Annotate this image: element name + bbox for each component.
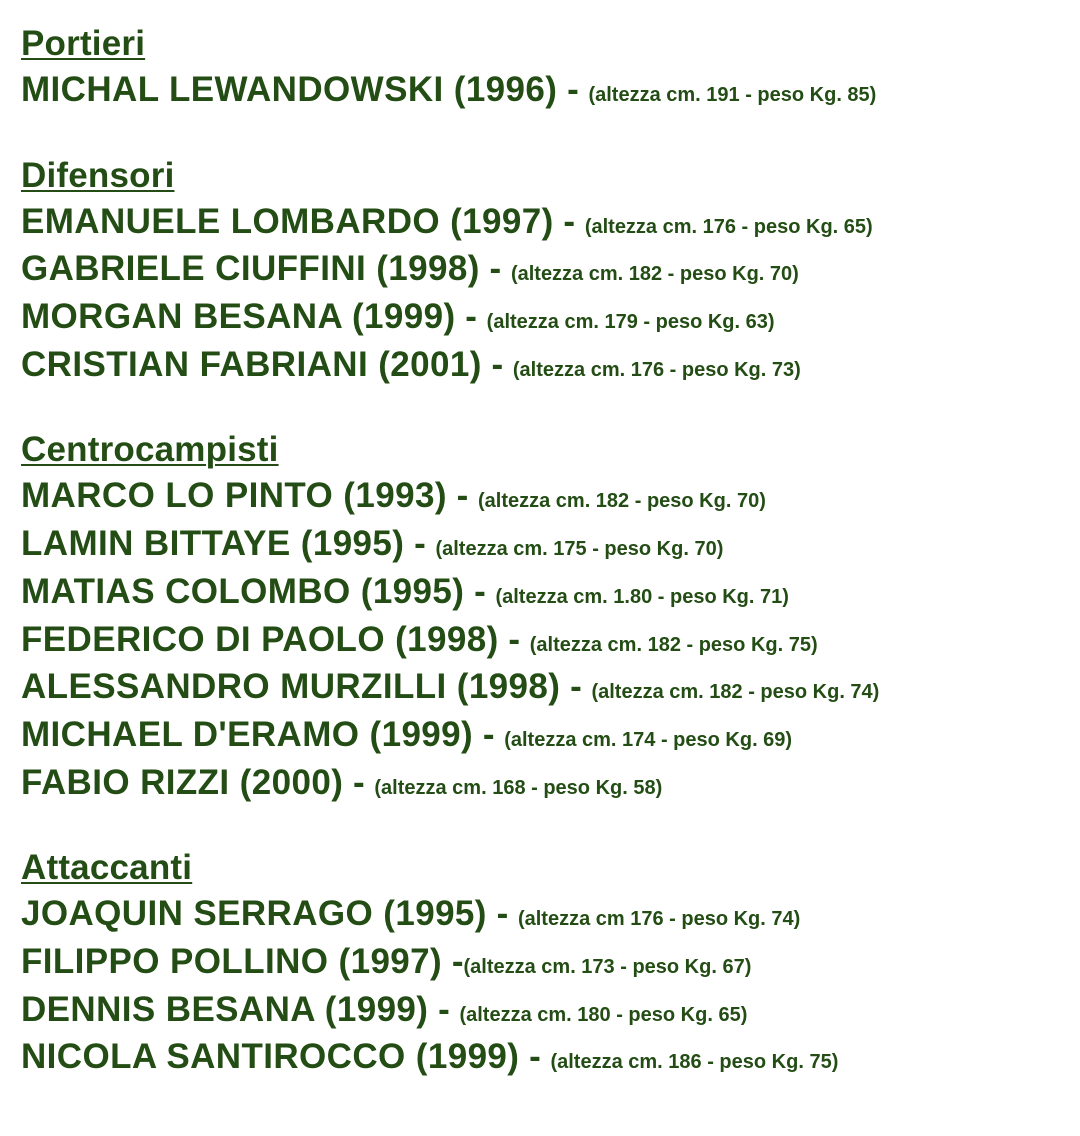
player-separator: - xyxy=(519,1037,551,1077)
player-name: ALESSANDRO MURZILLI (1998) xyxy=(21,667,561,707)
player-separator: - xyxy=(553,201,585,241)
player-name: MICHAEL D'ERAMO (1999) xyxy=(21,714,474,754)
player-row xyxy=(21,616,1080,664)
roster-section xyxy=(21,154,1080,389)
player-row xyxy=(21,520,1080,568)
roster-section xyxy=(21,428,1080,806)
player-separator: - xyxy=(442,941,464,981)
player-row xyxy=(21,711,1080,759)
player-name: MARCO LO PINTO (1993) xyxy=(21,476,447,516)
player-row xyxy=(21,341,1080,389)
roster-sections xyxy=(21,22,1080,1081)
player-physical-info: (altezza cm. 176 - peso Kg. 65) xyxy=(584,215,873,238)
player-row xyxy=(21,245,1080,293)
player-physical-info: (altezza cm. 182 - peso Kg. 70) xyxy=(510,263,799,286)
section-title: Centrocampisti xyxy=(21,430,279,470)
player-physical-info: (altezza cm. 182 - peso Kg. 75) xyxy=(529,633,818,656)
player-physical-info: (altezza cm. 182 - peso Kg. 74) xyxy=(591,681,880,704)
player-separator: - xyxy=(404,524,436,564)
player-name: JOAQUIN SERRAGO (1995) xyxy=(21,894,487,934)
section-title: Portieri xyxy=(21,24,146,63)
player-name: LAMIN BITTAYE (1995) xyxy=(21,524,405,564)
player-physical-info: (altezza cm. 168 - peso Kg. 58) xyxy=(374,776,663,799)
player-name: FILIPPO POLLINO (1997) xyxy=(21,941,443,981)
player-row xyxy=(21,568,1080,616)
player-name: EMANUELE LOMBARDO (1997) xyxy=(21,201,554,241)
player-separator: - xyxy=(560,667,592,707)
player-separator: - xyxy=(343,762,375,802)
player-physical-info: (altezza cm. 173 - peso Kg. 67) xyxy=(463,955,752,978)
player-separator: - xyxy=(446,476,478,516)
player-physical-info: (altezza cm. 175 - peso Kg. 70) xyxy=(435,538,724,561)
player-row xyxy=(21,986,1080,1034)
player-row xyxy=(21,759,1080,807)
player-physical-info: (altezza cm. 180 - peso Kg. 65) xyxy=(459,1003,748,1026)
player-name: FABIO RIZZI (2000) xyxy=(21,762,344,802)
player-row xyxy=(21,1033,1080,1081)
player-physical-info: (altezza cm. 182 - peso Kg. 70) xyxy=(477,490,766,513)
player-name: FEDERICO DI PAOLO (1998) xyxy=(21,619,499,659)
player-name: MATIAS COLOMBO (1995) xyxy=(21,571,465,611)
player-separator: - xyxy=(473,714,505,754)
player-separator: - xyxy=(428,989,460,1029)
player-row xyxy=(21,198,1080,246)
player-separator: - xyxy=(464,571,496,611)
player-physical-info: (altezza cm. 1.80 - peso Kg. 71) xyxy=(495,585,789,608)
player-name: MICHAL LEWANDOWSKI (1996) xyxy=(21,70,558,109)
roster-section xyxy=(21,22,1080,114)
player-physical-info: (altezza cm. 191 - peso Kg. 85) xyxy=(588,84,877,106)
player-name: CRISTIAN FABRIANI (2001) xyxy=(21,344,482,384)
player-separator: - xyxy=(557,70,589,109)
player-name: NICOLA SANTIROCCO (1999) xyxy=(21,1037,520,1077)
player-physical-info: (altezza cm 176 - peso Kg. 74) xyxy=(517,908,801,931)
player-physical-info: (altezza cm. 186 - peso Kg. 75) xyxy=(550,1051,839,1074)
player-row xyxy=(21,890,1080,938)
player-separator: - xyxy=(479,249,511,289)
player-row xyxy=(21,66,1080,114)
roster-section xyxy=(21,846,1080,1081)
player-row xyxy=(21,663,1080,711)
section-title: Attaccanti xyxy=(21,848,193,888)
player-physical-info: (altezza cm. 176 - peso Kg. 73) xyxy=(512,358,801,381)
player-name: GABRIELE CIUFFINI (1998) xyxy=(21,249,480,289)
player-name: DENNIS BESANA (1999) xyxy=(21,989,429,1029)
player-separator: - xyxy=(455,297,487,337)
player-row xyxy=(21,472,1080,520)
player-separator: - xyxy=(486,894,518,934)
player-row xyxy=(21,293,1080,341)
section-title: Difensori xyxy=(21,155,175,195)
player-physical-info: (altezza cm. 179 - peso Kg. 63) xyxy=(486,311,775,334)
player-physical-info: (altezza cm. 174 - peso Kg. 69) xyxy=(504,728,793,751)
player-row xyxy=(21,938,1080,986)
player-name: MORGAN BESANA (1999) xyxy=(21,297,456,337)
player-separator: - xyxy=(498,619,530,659)
player-separator: - xyxy=(481,344,513,384)
